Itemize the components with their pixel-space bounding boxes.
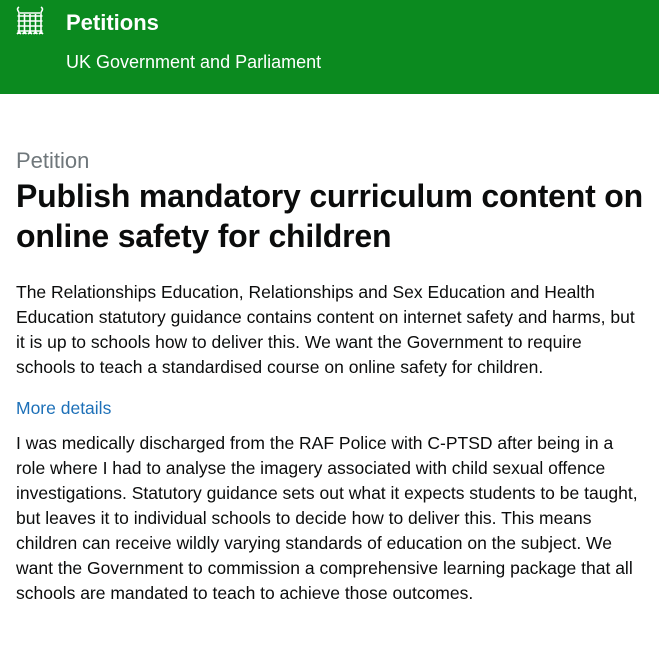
petition-content — [0, 148, 659, 606]
petition-details: I was medically discharged from the RAF Police with C-PTSD after being in a role where I had to analyse the imagery associated with child sexual offence investigations. Statutory guidance sets out what it expects students to be taught, but leaves it to individual schools to decide how to deliver this. This means children can receive wildly varying standards of education on the subject. We want the Government to commission a comprehensive learning package that all schools are mandated to teach to achieve those outcomes. — [16, 433, 638, 603]
site-title-link[interactable]: Petitions — [66, 10, 159, 35]
site-subtitle: UK Government and Parliament — [66, 52, 322, 72]
site-header — [0, 0, 659, 94]
page-caption: Petition — [16, 148, 90, 173]
petition-summary: The Relationships Education, Relationships and Sex Education and Health Education statutory guidance contains content on internet safety and harms, but it is up to schools how to deliver this. We want the Government to require schools to teach a standardised course on online safety for children. — [16, 282, 635, 377]
page-title: Publish mandatory curriculum content on online safety for children — [16, 178, 643, 254]
more-details-link[interactable]: More details — [16, 398, 112, 418]
portcullis-icon — [16, 6, 44, 36]
